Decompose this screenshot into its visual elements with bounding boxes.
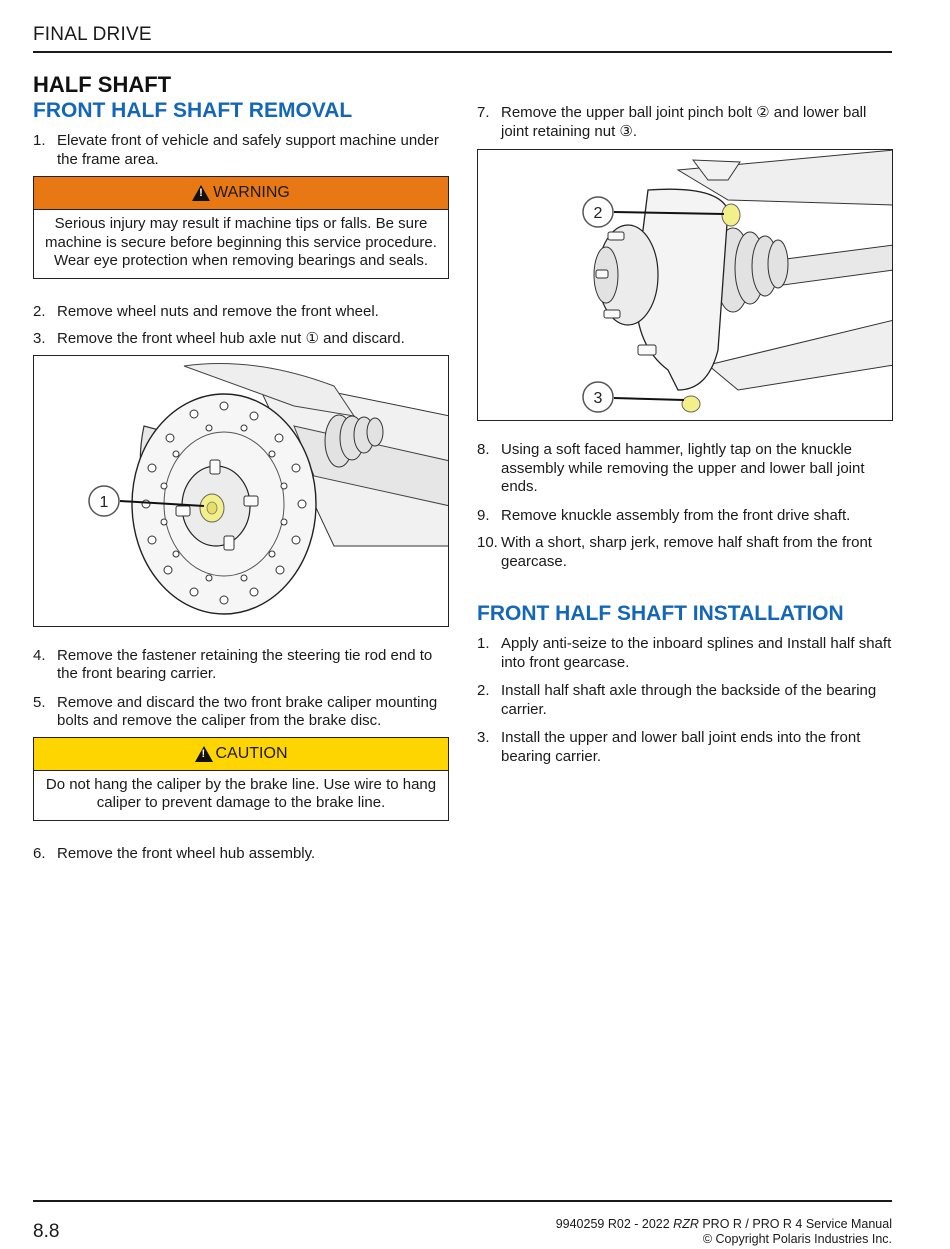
step-text: Using a soft faced hammer, lightly tap on the knuckle assembly while removing the upper and lower ball joint ends. [501, 441, 865, 495]
warning-triangle-icon [192, 185, 210, 201]
header-divider [33, 51, 892, 53]
figure1-callout-1: 1 [99, 493, 109, 511]
install-step-1 [477, 635, 893, 672]
hub-illustration [34, 356, 449, 627]
step-number: 8. [477, 441, 490, 458]
removal-step-7 [477, 104, 893, 141]
removal-step-6 [33, 845, 449, 864]
warning-text: Serious injury may result if machine tips or falls. Be sure machine is secure before beginning this service procedure. Wear eye protection when removing bearings and seals. [45, 215, 437, 269]
step-number: 1. [477, 635, 490, 652]
left-column [33, 72, 449, 863]
step-text: Remove the front wheel hub axle nut ① and discard. [57, 330, 405, 347]
caution-header [34, 738, 448, 771]
installation-subtitle: FRONT HALF SHAFT INSTALLATION [477, 602, 844, 625]
step-text: Install the upper and lower ball joint ends into the front bearing carrier. [501, 729, 861, 765]
footer-divider [33, 1200, 892, 1202]
chapter-header: FINAL DRIVE [33, 24, 152, 45]
manual-title [556, 1217, 892, 1232]
step-text: Remove and discard the two front brake caliper mounting bolts and remove the caliper from the brake disc. [57, 693, 438, 729]
step-number: 3. [33, 330, 46, 347]
right-column [477, 104, 893, 766]
install-step-3 [477, 729, 893, 766]
step-number: 6. [33, 844, 46, 862]
step-number: 1. [33, 132, 46, 149]
removal-step-9 [477, 507, 893, 526]
caution-triangle-icon [195, 746, 213, 762]
removal-step-1 [33, 132, 449, 169]
step-number: 7. [477, 104, 490, 121]
section-title: HALF SHAFT [33, 72, 172, 97]
removal-step-3 [33, 330, 449, 349]
warning-header [34, 177, 448, 210]
step-text: Remove the upper ball joint pinch bolt ② and lower ball joint retaining nut ③. [501, 104, 867, 140]
ball-joint-figure [477, 149, 893, 421]
step-number: 5. [33, 693, 46, 711]
install-step-2 [477, 682, 893, 719]
warning-label: WARNING [213, 184, 290, 201]
copyright: © Copyright Polaris Industries Inc. [702, 1232, 892, 1246]
step-text: Install half shaft axle through the backside of the bearing carrier. [501, 682, 877, 718]
step-text: Remove the fastener retaining the steering tie rod end to the front bearing carrier. [57, 646, 433, 682]
removal-step-2 [33, 303, 449, 322]
figure2-callout-2: 2 [593, 205, 603, 222]
step-text: Remove wheel nuts and remove the front wheel. [57, 302, 379, 320]
step-number: 10. [477, 534, 498, 551]
figure2-callout-3: 3 [593, 390, 603, 407]
step-number: 9. [477, 506, 490, 524]
step-number: 4. [33, 646, 46, 664]
removal-step-4 [33, 647, 449, 684]
manual-model: RZR [673, 1217, 699, 1231]
page-number: 8.8 [33, 1221, 60, 1242]
step-number: 2. [477, 682, 490, 699]
caution-label: CAUTION [215, 744, 288, 762]
hub-axle-nut-figure [33, 355, 449, 627]
removal-subtitle: FRONT HALF SHAFT REMOVAL [33, 99, 353, 122]
removal-step-10 [477, 534, 893, 571]
knuckle-illustration [478, 150, 893, 421]
removal-step-8 [477, 441, 893, 497]
footer-manual-info [556, 1217, 892, 1247]
step-number: 2. [33, 302, 46, 320]
step-text: Apply anti-seize to the inboard splines and Install half shaft into front gearcase. [501, 635, 892, 671]
step-text: Remove knuckle assembly from the front drive shaft. [501, 506, 851, 524]
removal-step-5 [33, 694, 449, 731]
warning-box [33, 176, 449, 279]
caution-box [33, 737, 449, 821]
step-number: 3. [477, 729, 490, 746]
step-text: Remove the front wheel hub assembly. [57, 844, 316, 862]
manual-suffix: PRO R / PRO R 4 Service Manual [698, 1217, 892, 1231]
step-text: Elevate front of vehicle and safely support machine under the frame area. [57, 132, 439, 168]
manual-prefix: 9940259 R02 - 2022 [555, 1217, 674, 1231]
step-text: With a short, sharp jerk, remove half shaft from the front gearcase. [501, 534, 872, 570]
caution-text: Do not hang the caliper by the brake line. Use wire to hang caliper to prevent damage to the brake line. [45, 775, 437, 811]
